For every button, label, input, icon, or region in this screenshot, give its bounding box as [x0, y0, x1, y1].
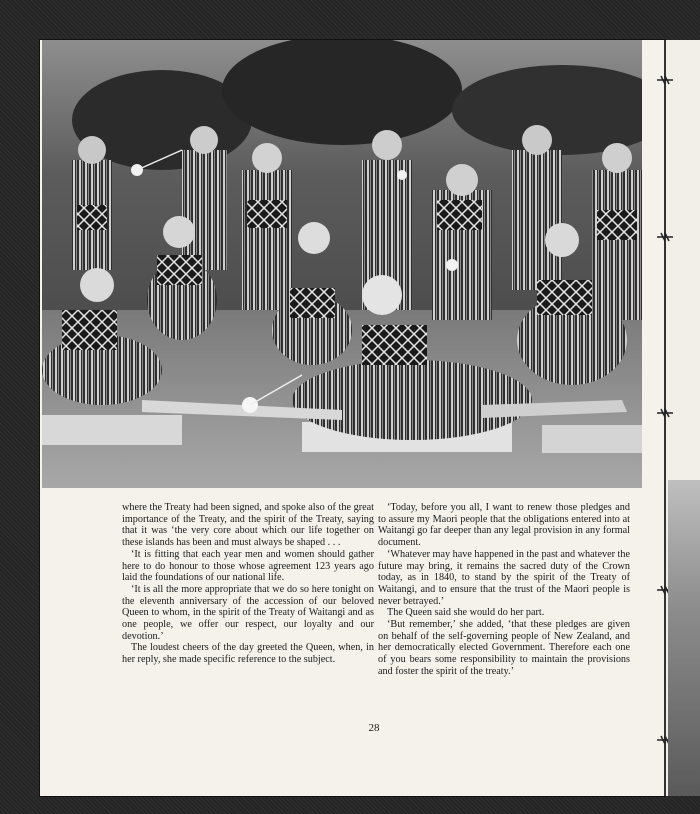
article-column-right: [378, 502, 630, 678]
page-number: 28: [368, 722, 380, 734]
paragraph: ‘But remember,’ she added, ‘that these pledges are given on behalf of the self-governing people of New Zealand, and her democratically elected Government. Therefore each one of you bears some responsibility to maintain the provisions and foster the spirit of the treaty.’: [378, 619, 630, 677]
binding-stitch-icon: [656, 232, 674, 242]
paragraph: The Queen said she would do her part.: [387, 607, 545, 619]
paragraph: where the Treaty had been signed, and spoke also of the great importance of the Treaty, and the spirit of the Treaty, saying that it was ‘the very core about which our life together on these islands has been and must always be shaped . . .: [122, 502, 374, 549]
facing-page-photo: [668, 480, 700, 796]
paragraph: The loudest cheers of the day greeted the Queen, when, in her reply, she made specific reference to the subject.: [122, 642, 374, 666]
paragraph: ‘Today, before you all, I want to renew those pledges and to assure my Maori people that the obligations entered into at Waitangi go far deeper than any legal provision in any formal document.: [378, 502, 630, 549]
paragraph: ‘It is all the more appropriate that we do so here tonight on the eleventh anniversary of the accession of our beloved Queen to whom, in the spirit of the Treaty of Waitangi and as one people, we offer our respect, our loyalty and our devotion.’: [122, 583, 374, 642]
paragraph: ‘It is fitting that each year men and women should gather here to do honour to those whose agreement 123 years ago laid the foundations of our national life.: [122, 548, 374, 584]
dance-group-photo: [42, 40, 642, 488]
binding-stitch-icon: [656, 408, 674, 418]
binding-stitch-icon: [656, 75, 674, 85]
dance-group-photo-icon: [42, 40, 642, 488]
article-column-left: [122, 502, 374, 666]
page-spine: [664, 40, 666, 796]
paragraph: ‘Whatever may have happened in the past and whatever the future may bring, it remains the sacred duty of the Crown today, as in 1840, to stand by the spirit of the Treaty of Waitangi, and to ensure that the trust of the Maori people is never betrayed.’: [378, 548, 630, 607]
